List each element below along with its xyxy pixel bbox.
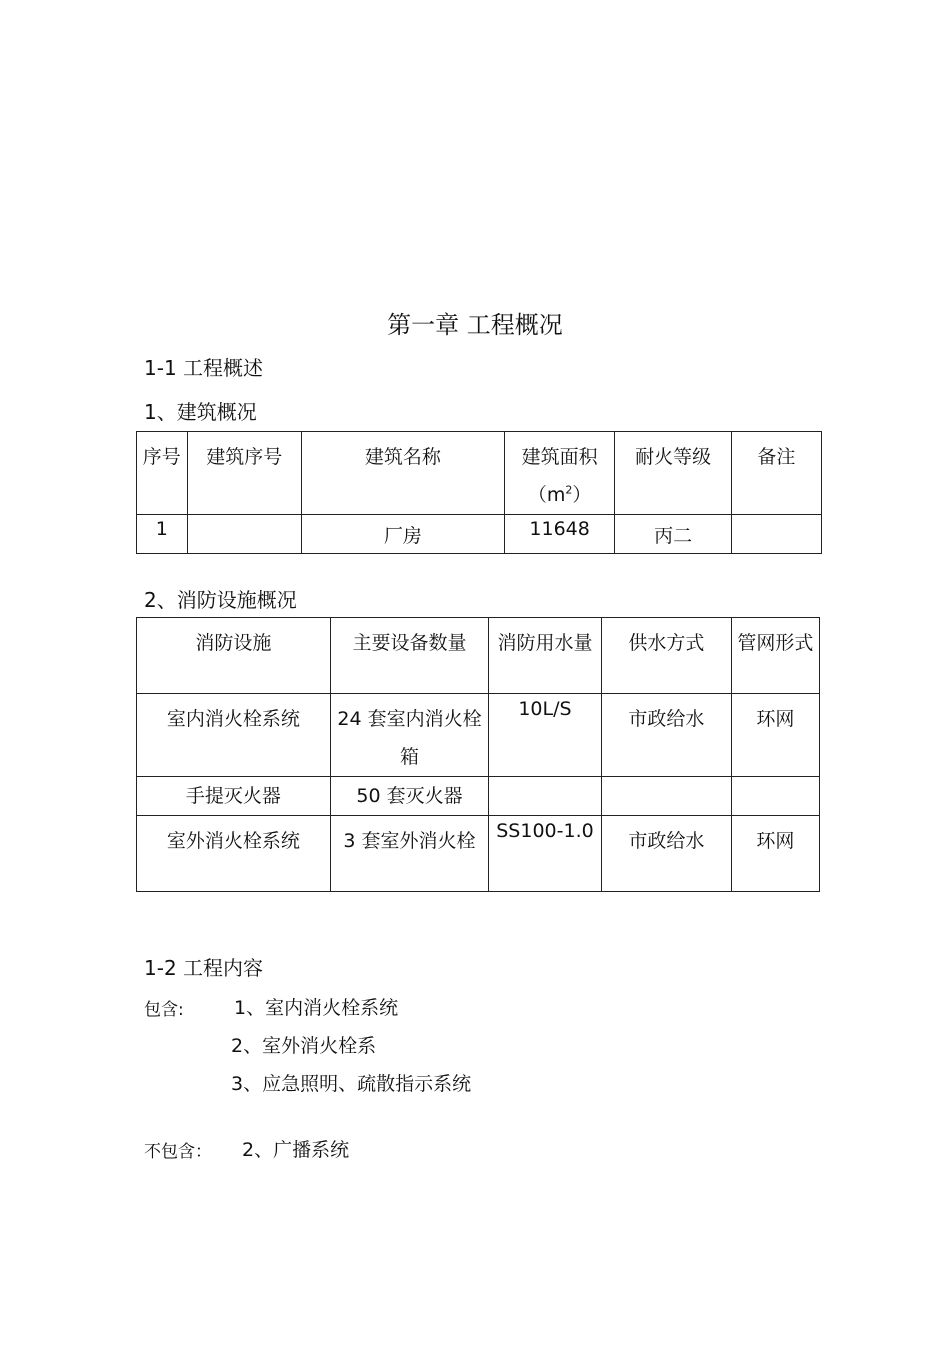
table-cell: 3 套室外消火栓 xyxy=(330,816,488,892)
table-cell: 环网 xyxy=(731,816,819,892)
include-label: 包含: xyxy=(144,1000,184,1020)
header-cell: 主要设备数量 xyxy=(330,618,488,694)
table-cell: 厂房 xyxy=(301,515,504,554)
table-row xyxy=(137,694,820,777)
table-cell xyxy=(731,515,821,554)
table-cell: 室内消火栓系统 xyxy=(137,694,331,777)
table-cell xyxy=(187,515,301,554)
fire-facilities-table xyxy=(136,617,820,892)
header-cell: 序号 xyxy=(137,432,188,515)
header-cell-area xyxy=(504,432,614,515)
header-cell: 供水方式 xyxy=(601,618,731,694)
header-area-unit-sup: 2 xyxy=(565,483,573,497)
include-item-2: 2、室外消火栓系 xyxy=(231,1035,377,1057)
table-row xyxy=(137,777,820,816)
table-cell: 1 xyxy=(137,515,188,554)
table-row xyxy=(137,515,822,554)
page-title: 第一章 工程概况 xyxy=(387,311,563,339)
table-header-row xyxy=(137,432,822,515)
header-cell: 建筑序号 xyxy=(187,432,301,515)
table-cell: 24 套室内消火栓箱 xyxy=(330,694,488,777)
table-cell: 50 套灭火器 xyxy=(330,777,488,816)
table-cell: 10L/S xyxy=(489,694,602,777)
section-heading-1-1: 1-1 工程概述 xyxy=(144,356,264,380)
include-item-3: 3、应急照明、疏散指示系统 xyxy=(231,1073,472,1095)
table-header-row xyxy=(137,618,820,694)
header-area-unit: （m xyxy=(527,484,566,506)
exclude-item: 2、广播系统 xyxy=(242,1139,350,1161)
header-cell: 备注 xyxy=(731,432,821,515)
table-cell: 市政给水 xyxy=(601,816,731,892)
header-cell: 管网形式 xyxy=(731,618,819,694)
table-cell: 丙二 xyxy=(615,515,731,554)
table-cell: SS100-1.0 xyxy=(489,816,602,892)
table-cell xyxy=(489,777,602,816)
table-cell xyxy=(731,777,819,816)
table-cell: 11648 xyxy=(504,515,614,554)
header-area-label: 建筑面积 xyxy=(521,446,598,468)
subheading-building: 1、建筑概况 xyxy=(144,400,257,424)
exclude-label: 不包含： xyxy=(144,1142,212,1162)
building-table xyxy=(136,431,822,554)
include-item-1: 1、室内消火栓系统 xyxy=(234,997,399,1019)
header-area-unit-close: ） xyxy=(572,484,592,506)
header-cell: 建筑名称 xyxy=(301,432,504,515)
section-heading-1-2: 1-2 工程内容 xyxy=(144,956,264,980)
table-cell: 市政给水 xyxy=(601,694,731,777)
table-row xyxy=(137,816,820,892)
header-cell: 耐火等级 xyxy=(615,432,731,515)
table-cell: 室外消火栓系统 xyxy=(137,816,331,892)
table-cell xyxy=(601,777,731,816)
table-cell: 环网 xyxy=(731,694,819,777)
header-cell: 消防用水量 xyxy=(489,618,602,694)
header-cell: 消防设施 xyxy=(137,618,331,694)
table-cell: 手提灭火器 xyxy=(137,777,331,816)
subheading-fire-facilities: 2、消防设施概况 xyxy=(144,588,297,612)
